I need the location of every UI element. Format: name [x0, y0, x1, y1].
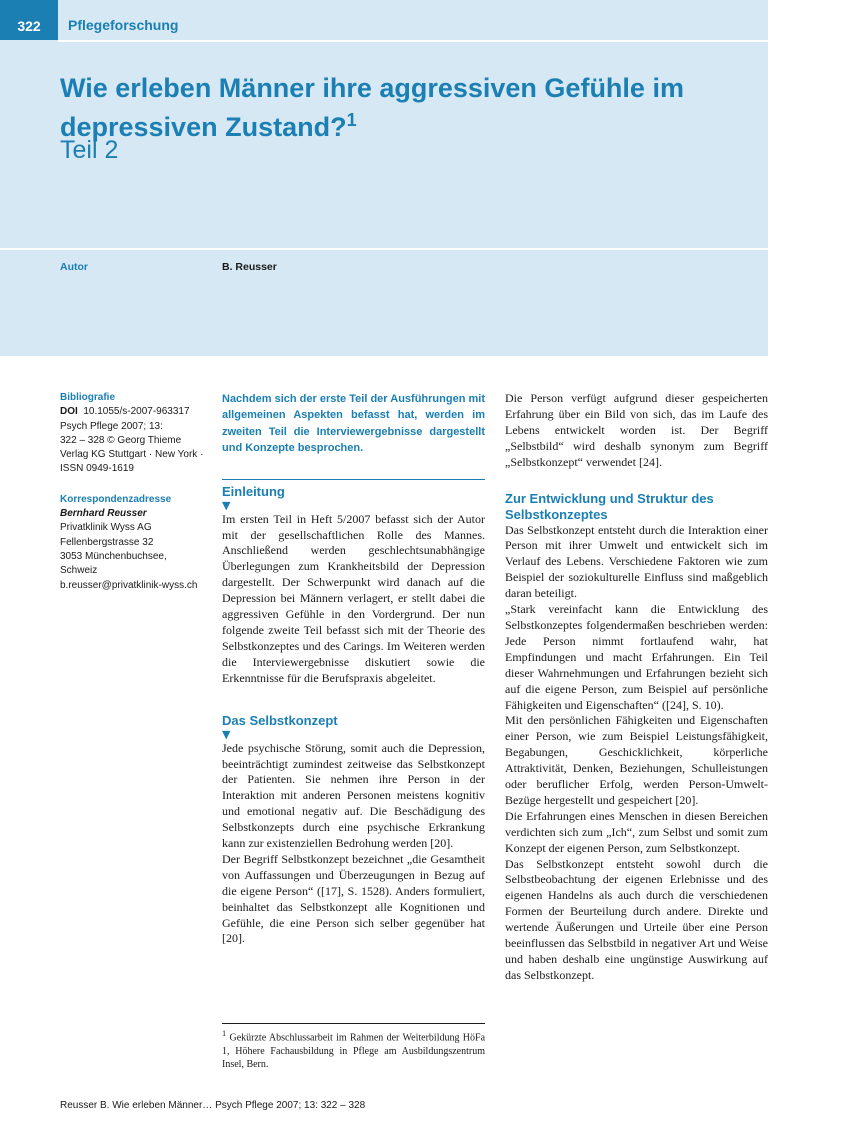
contact-name: Bernhard Reusser — [60, 508, 147, 520]
footnote — [222, 1027, 485, 1072]
heading-entwicklung: Zur Entwicklung und Struktur des Selbstkonzeptes — [505, 490, 714, 522]
footnote-number: 1 — [222, 1029, 227, 1038]
footnote-rule — [222, 1023, 485, 1024]
contact-line: Privatklinik Wyss AG — [60, 522, 152, 534]
article-title-text: Wie erleben Männer ihre aggressiven Gefühle im depressiven Zustand? — [60, 73, 684, 142]
author-label: Autor — [60, 261, 88, 273]
contact-line: 3053 Münchenbuchsee, — [60, 550, 167, 562]
triangle-down-icon: ▼ — [222, 498, 231, 512]
heading-selbstkonzept: Das Selbstkonzept — [222, 712, 338, 728]
doi-line — [60, 405, 208, 419]
page-number-box — [0, 0, 58, 40]
paragraph: Jede psychische Störung, somit auch die Depression, beeinträchtigt zumindest zeitweise das Selbstkonzept der Patienten. Sie nehmen ihre Person in der Interaktion mit anderen Personen meistens kognitiv und emotional negativ auf. Die Beschädigung des Selbstkonzepts durch eine psychische Erkrankung kann zur existenziellen Bedrohung werden [20]. — [222, 740, 485, 851]
abstract: Nachdem sich der erste Teil der Ausführungen mit allgemeinen Aspekten befasst hat, werden im zweiten Teil die Interviewergebnisse dargestellt und Konzepte besprochen. — [222, 393, 485, 455]
title-footnote-marker: 1 — [346, 110, 357, 130]
paragraph: Die Erfahrungen eines Menschen in diesen Bereichen verdichten sich zum „Ich“, zum Selbst und somit zum Konzept der eigenen Person, zum Selbstkonzept. — [505, 808, 768, 855]
page-number: 322 — [17, 18, 41, 34]
contact-email[interactable]: b.reusser@privatklinik-wyss.ch — [60, 579, 198, 591]
header-divider — [58, 40, 768, 42]
doi-value: 10.1055/s-2007-963317 — [83, 406, 190, 418]
paragraph: Im ersten Teil in Heft 5/2007 befasst sich der Autor mit der gesellschaftlichen Rolle des Mannes. Anschließend werden geschlechtsunabhängige Überlegungen zum Krankheitsbild der Depression dargestellt. Der Schwerpunkt wird danach auf die Depression bei Männern verlagert, er stellt dabei die aggressiven Gefühle in den Vordergrund. Der nun folgende zweite Teil befasst sich mit der Theorie des Selbstkonzeptes und des Carings. Im Weiteren werden die Interviewergebnisse diskutiert sowie die Erkenntnisse für die Berufspraxis abgeleitet. — [222, 511, 485, 685]
biblio-line: Verlag KG Stuttgart · New York · — [60, 449, 204, 461]
article-title — [60, 72, 760, 143]
author-name: B. Reusser — [222, 261, 277, 273]
section-label: Pflegeforschung — [68, 17, 179, 33]
bibliography-label: Bibliografie — [60, 392, 116, 403]
contact-line: Fellenbergstrasse 32 — [60, 536, 154, 548]
section-rule — [222, 479, 485, 480]
contact-label: Korrespondenzadresse — [60, 493, 172, 505]
right-column — [505, 391, 768, 984]
doi-label: DOI — [60, 406, 78, 418]
sidebar-metadata — [60, 391, 208, 593]
left-column — [222, 391, 485, 947]
paragraph: Das Selbstkonzept entsteht sowohl durch die Selbstbeobachtung der eigenen Erlebnisse und des eigenen Handelns als auch durch die verschiedenen Formen der Beurteilung durch andere. Direkte und wertende Äußerungen und Urteile über eine Person beeinflussen das Selbstbild in negativer Art und Weise und haben deshalb eine ungünstige Auswirkung auf das Selbstkonzept. — [505, 856, 768, 982]
biblio-line: ISSN 0949-1619 — [60, 463, 134, 475]
biblio-line: 322 – 328 © Georg Thieme — [60, 434, 182, 446]
footnote-text: Gekürzte Abschlussarbeit im Rahmen der Weiterbildung HöFa 1, Höhere Fachausbildung in Pflege am Ausbildungszentrum Insel, Bern. — [222, 1032, 486, 1071]
header-band — [0, 0, 768, 356]
triangle-down-icon: ▼ — [222, 727, 231, 741]
heading-einleitung: Einleitung — [222, 483, 285, 499]
paragraph: Das Selbstkonzept entsteht durch die Interaktion einer Person mit ihrer Umwelt und entwickelt sich im Verlauf des Lebens. Verschiedene Faktoren wie zum Beispiel der soziokulturelle Einfluss sind maßgeblich daran beteiligt. — [505, 522, 768, 601]
paragraph: Der Begriff Selbstkonzept bezeichnet „die Gesamtheit von Auffassungen und Überzeugungen in Bezug auf die eigene Person“ ([17], S. 1528). Anders formuliert, beinhaltet das Selbstkonzept alle Kognitionen und Gefühle, die eine Person sich selber gegenüber hat [20]. — [222, 851, 485, 946]
biblio-line: Psych Pflege 2007; 13: — [60, 420, 163, 432]
footer-citation: Reusser B. Wie erleben Männer… Psych Pflege 2007; 13: 322 – 328 — [60, 1100, 366, 1111]
contact-line: Schweiz — [60, 565, 98, 577]
article-subtitle: Teil 2 — [60, 136, 119, 164]
paragraph: „Stark vereinfacht kann die Entwicklung des Selbstkonzeptes folgendermaßen beschrieben werden: Jede Person nimmt fortlaufend wahr, hat Empfindungen und macht Erfahrungen. Ein Teil dieser Wahrnehmungen und Erfahrungen bezieht sich auf die eigene Person, zum Beispiel auf persönliche Fähigkeiten und Eigenschaften“ ([24], S. 10). — [505, 602, 768, 712]
header-divider-2 — [0, 248, 768, 250]
paragraph: Mit den persönlichen Fähigkeiten und Eigenschaften einer Person, wie zum Beispiel Leistungsfähigkeit, Begabungen, Geschicklichkeit, körperliche Attraktivität, Denken, Beziehungen, Schulleistungen oder beruflicher Erfolg, werden Person-Umwelt-Bezüge hergestellt und gespeichert [20]. — [505, 713, 768, 807]
paragraph: Die Person verfügt aufgrund dieser gespeicherten Erfahrung über ein Bild von sich, das im Laufe des Lebens entwickelt worden ist. Der Begriff „Selbstbild“ wird deshalb synonym zum Begriff „Selbstkonzept“ verwendet [24]. — [505, 391, 768, 469]
